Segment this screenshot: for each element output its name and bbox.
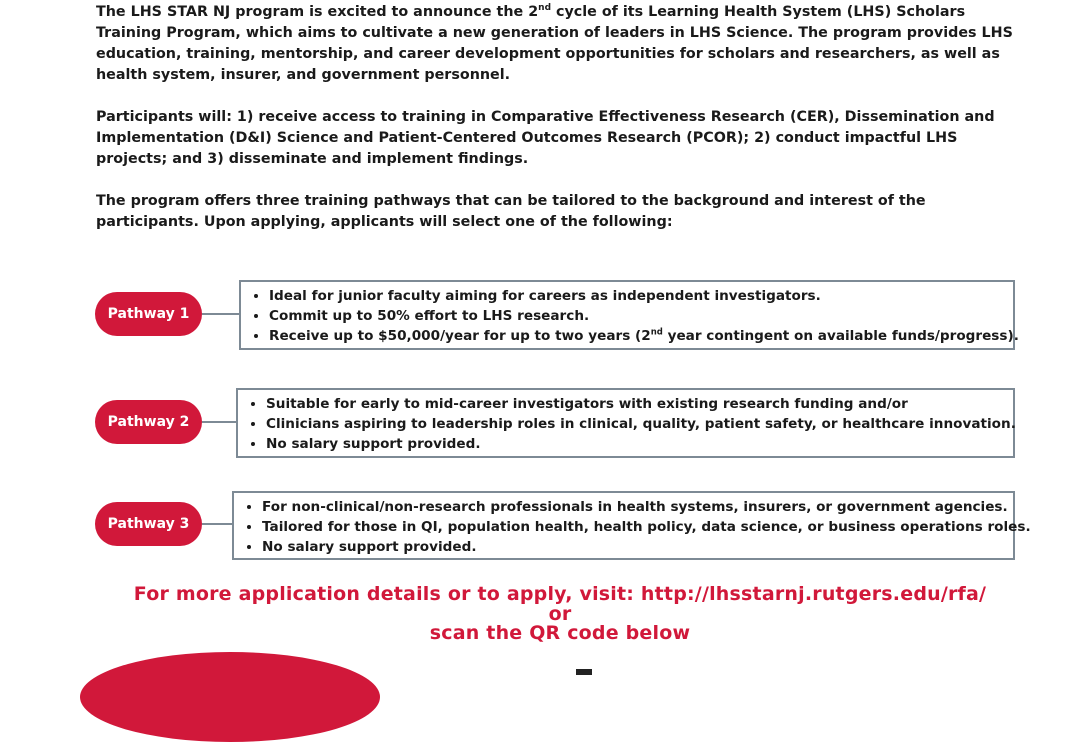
pathway-1-bullet-2: • Commit up to 50% effort to LHS research.: [269, 306, 1005, 326]
qr-instruction-text: scan the QR code below: [429, 622, 691, 644]
decorative-red-shape: [80, 652, 380, 742]
cta-or-text: or: [548, 603, 572, 625]
intro-paragraph-3: The program offers three training pathways that can be tailored to the background and interest of the participants. Upon applying, applicants will select one of the following:: [96, 193, 926, 230]
pathway-3-bullet-2: • Tailored for those in QI, population health, health policy, data science, or business operations roles.: [262, 517, 1005, 537]
pathway-2-bullet-1: • Suitable for early to mid-career investigators with existing research funding and/or: [266, 394, 1005, 414]
intro-paragraph-2: Participants will: 1) receive access to training in Comparative Effectiveness Research (CER), Dissemination and Implementation (D&I) Science and Patient-Centered Outcomes Research (PCOR); 2) conduct impactful LHS projects; and 3) disseminate and implement findings.: [96, 109, 995, 167]
pathway-3-bullet-1: • For non-clinical/non-research professionals in health systems, insurers, or government agencies.: [262, 497, 1005, 517]
qr-code-corner: [576, 669, 592, 675]
pathway-2-connector: [202, 421, 237, 423]
intro-paragraph-1: The LHS STAR NJ program is excited to announce the 2nd cycle of its Learning Health System (LHS) Scholars Training Program, which aims to cultivate a new generation of leaders in LHS Science. The program provides LHS education, training, mentorship, and career development opportunities for scholars and researchers, as well as health system, insurer, and government personnel.: [96, 3, 1013, 83]
pathway-3-badge: Pathway 3: [95, 502, 202, 546]
pathway-3-box: [232, 491, 1031, 560]
pathway-1-badge: Pathway 1: [95, 292, 202, 336]
pathway-3-connector: [202, 523, 233, 525]
pathway-2-box: [236, 388, 1015, 458]
pathway-3-bullet-3: • No salary support provided.: [262, 537, 1005, 557]
pathway-2-badge: Pathway 2: [95, 400, 202, 444]
pathway-2-bullet-2: • Clinicians aspiring to leadership roles in clinical, quality, patient safety, or healthcare innovation.: [266, 414, 1005, 434]
intro-section: [96, 2, 1026, 254]
pathway-1-bullet-1: • Ideal for junior faculty aiming for careers as independent investigators.: [269, 286, 1005, 306]
pathway-1-box: [239, 280, 1019, 350]
pathway-1-bullet-3: • Receive up to $50,000/year for up to two years (2nd year contingent on available funds/progress).: [269, 326, 1005, 346]
pathway-1-connector: [202, 313, 240, 315]
pathway-2-bullet-3: • No salary support provided.: [266, 434, 1005, 454]
apply-link-text[interactable]: For more application details or to apply, visit: http://lhsstarnj.rutgers.edu/rfa/: [133, 583, 987, 605]
